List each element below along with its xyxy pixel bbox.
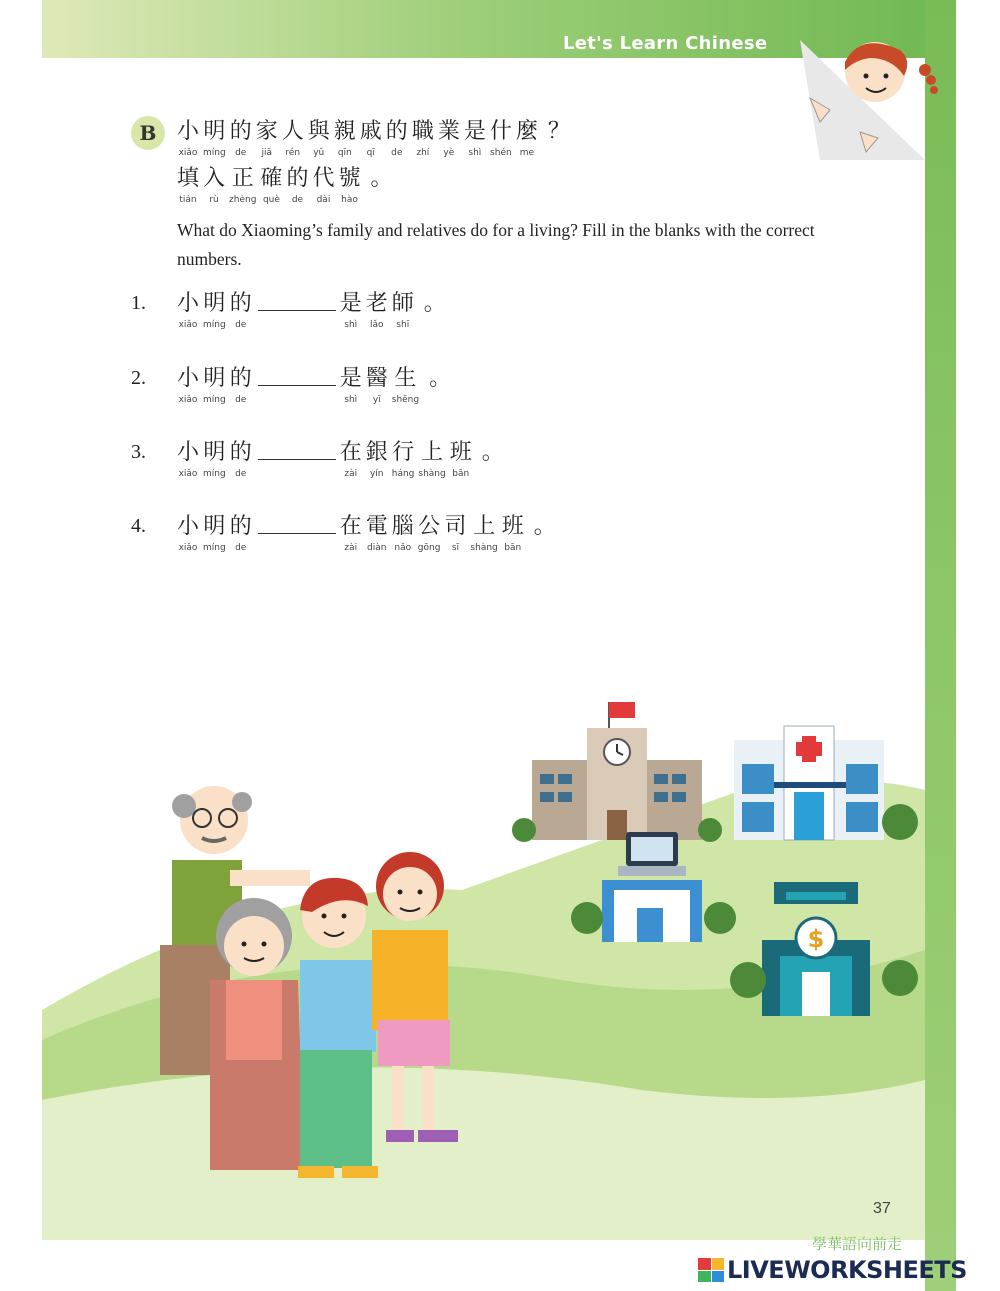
hanzi-with-pinyin	[203, 513, 226, 555]
pinyin: míng	[203, 543, 226, 553]
pinyin: míng	[203, 148, 226, 158]
hanzi-with-pinyin	[203, 439, 226, 481]
hanzi-char: 代	[312, 166, 335, 191]
answer-input[interactable]	[258, 513, 340, 536]
pinyin: rù	[209, 195, 219, 205]
pinyin: xiǎo	[178, 320, 198, 330]
pinyin: zhí	[416, 148, 430, 158]
instruction-line-2-chars	[177, 165, 364, 207]
answer-blank	[258, 439, 336, 460]
pinyin: xiǎo	[178, 469, 198, 479]
page-number: 37	[873, 1200, 891, 1217]
pinyin: xiǎo	[178, 148, 198, 158]
hanzi-with-pinyin	[366, 290, 388, 332]
hanzi-with-pinyin	[392, 365, 419, 407]
hanzi-with-pinyin	[230, 439, 252, 481]
pinyin: lǎo	[369, 320, 384, 330]
hanzi-with-pinyin	[490, 118, 512, 160]
hanzi-with-pinyin	[340, 439, 362, 481]
hanzi-char: 老	[365, 291, 388, 316]
hanzi-with-pinyin	[360, 118, 382, 160]
hanzi-with-pinyin	[177, 165, 199, 207]
hanzi-with-pinyin	[392, 290, 414, 332]
hanzi-with-pinyin	[392, 513, 414, 555]
pinyin: yǔ	[313, 148, 325, 158]
hanzi-char: 的	[286, 166, 309, 191]
hanzi-char: 腦	[391, 514, 414, 539]
hanzi-with-pinyin	[338, 165, 360, 207]
hanzi-with-pinyin	[502, 513, 524, 555]
sentence-end: 。	[429, 366, 452, 391]
hanzi-with-pinyin	[260, 165, 282, 207]
hanzi-with-pinyin	[340, 513, 362, 555]
hanzi-with-pinyin	[177, 513, 199, 555]
hanzi-with-pinyin	[418, 439, 445, 481]
hanzi-with-pinyin	[464, 118, 486, 160]
answer-input[interactable]	[258, 439, 340, 462]
hanzi-char: 親	[333, 119, 356, 144]
hanzi-char: 明	[203, 119, 226, 144]
hanzi-char: 班	[449, 440, 472, 465]
pinyin: shì	[344, 320, 358, 330]
svg-text:$: $	[807, 925, 825, 953]
hanzi-char: 是	[339, 291, 362, 316]
hanzi-with-pinyin	[392, 439, 415, 481]
hanzi-with-pinyin	[203, 118, 226, 160]
pinyin: míng	[203, 469, 226, 479]
hanzi-char: 公	[418, 514, 441, 539]
hanzi-char: 的	[229, 514, 252, 539]
hanzi-char: 生	[394, 366, 417, 391]
pinyin: háng	[391, 469, 415, 479]
pinyin: bān	[504, 543, 522, 553]
hanzi-with-pinyin	[366, 513, 388, 555]
sentence-end: 。	[533, 514, 556, 539]
hanzi-char: 小	[177, 119, 200, 144]
hanzi-char: 明	[203, 366, 226, 391]
pinyin: de	[235, 148, 247, 158]
hanzi-char: 確	[260, 166, 283, 191]
right-edge-band	[925, 0, 956, 1291]
pinyin: yín	[369, 469, 384, 479]
pinyin: shén	[490, 148, 512, 158]
question-sentence	[177, 365, 451, 407]
hanzi-char: 在	[339, 440, 362, 465]
hanzi-with-pinyin	[230, 290, 252, 332]
question-number: 4.	[131, 515, 146, 537]
hanzi-with-pinyin	[470, 513, 497, 555]
hanzi-with-pinyin	[230, 118, 252, 160]
hanzi-char: 與	[307, 119, 330, 144]
liveworksheets-brand[interactable]	[698, 1256, 967, 1284]
pinyin: rén	[285, 148, 301, 158]
pinyin: míng	[203, 395, 226, 405]
hanzi-with-pinyin	[177, 365, 199, 407]
hanzi-with-pinyin	[177, 439, 199, 481]
hanzi-char: 小	[177, 291, 200, 316]
hanzi-char: 醫	[365, 366, 388, 391]
school-building-icon	[512, 702, 722, 842]
pinyin: xiǎo	[178, 543, 198, 553]
girl-mascot-icon	[800, 40, 940, 180]
pinyin: què	[262, 195, 280, 205]
question-sentence	[177, 439, 504, 481]
question-number: 1.	[131, 292, 146, 314]
hanzi-char: 是	[463, 119, 486, 144]
english-instruction: What do Xiaoming’s family and relatives do for a living? Fill in the blanks with the correct numbers.	[177, 220, 815, 269]
hanzi-with-pinyin	[177, 118, 199, 160]
hanzi-char: 正	[231, 166, 254, 191]
hanzi-with-pinyin	[203, 165, 225, 207]
liveworksheets-logo-icon	[698, 1258, 724, 1282]
hanzi-char: 職	[411, 119, 434, 144]
hanzi-with-pinyin	[438, 118, 460, 160]
pinyin: xiǎo	[178, 395, 198, 405]
hanzi-char: 的	[229, 440, 252, 465]
hanzi-char: 業	[437, 119, 460, 144]
hanzi-char: 電	[365, 514, 388, 539]
hanzi-with-pinyin	[203, 290, 226, 332]
pinyin: shàng	[418, 469, 446, 479]
pinyin: shì	[468, 148, 482, 158]
pinyin: de	[235, 320, 247, 330]
hanzi-with-pinyin	[450, 439, 472, 481]
instruction-line-2	[177, 165, 393, 207]
hanzi-with-pinyin	[177, 290, 199, 332]
hanzi-char: 明	[203, 291, 226, 316]
grandmother-figure	[210, 898, 304, 1170]
hanzi-with-pinyin	[412, 118, 434, 160]
answer-input[interactable]	[258, 365, 340, 388]
pinyin: tián	[179, 195, 197, 205]
hanzi-with-pinyin	[230, 513, 252, 555]
sentence-end: 。	[481, 440, 504, 465]
hanzi-char: 小	[177, 440, 200, 465]
hanzi-char: 的	[385, 119, 408, 144]
hanzi-with-pinyin	[308, 118, 330, 160]
hanzi-with-pinyin	[256, 118, 278, 160]
family-illustration	[42, 680, 925, 1240]
hanzi-with-pinyin	[340, 290, 362, 332]
pinyin: yī	[372, 395, 381, 405]
hanzi-with-pinyin	[312, 165, 334, 207]
hanzi-with-pinyin	[366, 365, 388, 407]
instruction-line-1	[177, 118, 570, 160]
hanzi-char: 上	[473, 514, 496, 539]
answer-blank	[258, 365, 336, 386]
hanzi-char: 是	[339, 366, 362, 391]
hanzi-char: 明	[203, 440, 226, 465]
hospital-icon	[734, 726, 918, 840]
hanzi-char: 的	[229, 119, 252, 144]
hanzi-char: 行	[392, 440, 415, 465]
hanzi-char: 什	[489, 119, 512, 144]
pinyin: bān	[452, 469, 470, 479]
hanzi-with-pinyin	[444, 513, 466, 555]
hanzi-char: 戚	[359, 119, 382, 144]
sentence-end: 。	[423, 291, 446, 316]
pinyin: gōng	[417, 543, 441, 553]
hanzi-with-pinyin	[229, 165, 256, 207]
pinyin: yè	[443, 148, 455, 158]
hanzi-with-pinyin	[203, 365, 226, 407]
pinyin: de	[235, 543, 247, 553]
hanzi-char: 家	[255, 119, 278, 144]
pinyin: de	[291, 195, 304, 205]
question-sentence	[177, 290, 446, 332]
pinyin: de	[391, 148, 403, 158]
pinyin: qī	[366, 148, 375, 158]
instruction-line-1-chars	[177, 118, 542, 160]
series-title: Let's Learn Chinese	[563, 33, 768, 54]
pinyin: míng	[203, 320, 226, 330]
pinyin: zhèng	[229, 195, 257, 205]
pinyin: diàn	[367, 543, 387, 553]
hanzi-char: 小	[177, 514, 200, 539]
pinyin: zài	[344, 543, 358, 553]
hanzi-with-pinyin	[386, 118, 408, 160]
answer-input[interactable]	[258, 290, 340, 313]
pinyin: hào	[341, 195, 358, 205]
pinyin: sī	[451, 543, 460, 553]
hanzi-char: 班	[501, 514, 524, 539]
instruction-line-1-end: ？	[547, 119, 570, 144]
hanzi-char: 銀	[365, 440, 388, 465]
hanzi-char: 小	[177, 366, 200, 391]
hanzi-with-pinyin	[230, 365, 252, 407]
instruction-line-2-end: 。	[370, 166, 393, 191]
slogan: 學華語向前走	[812, 1235, 903, 1253]
hanzi-with-pinyin	[340, 365, 362, 407]
hanzi-char: 的	[229, 366, 252, 391]
question-sentence	[177, 513, 556, 555]
answer-blank	[258, 290, 336, 311]
pinyin: de	[235, 469, 247, 479]
pinyin: shēng	[391, 395, 420, 405]
hanzi-char: 上	[421, 440, 444, 465]
hanzi-char: 麼	[515, 119, 538, 144]
hanzi-with-pinyin	[286, 165, 308, 207]
pinyin: shàng	[470, 543, 498, 553]
hanzi-with-pinyin	[516, 118, 538, 160]
pinyin: de	[235, 395, 247, 405]
pinyin: zài	[344, 469, 358, 479]
hanzi-char: 司	[444, 514, 467, 539]
hanzi-with-pinyin	[366, 439, 388, 481]
answer-blank	[258, 513, 336, 534]
hanzi-char: 的	[229, 291, 252, 316]
hanzi-char: 號	[338, 166, 361, 191]
hanzi-char: 入	[203, 166, 226, 191]
hanzi-with-pinyin	[334, 118, 356, 160]
question-number: 2.	[131, 367, 146, 389]
pinyin: qīn	[337, 148, 352, 158]
hanzi-with-pinyin	[282, 118, 304, 160]
pinyin: me	[519, 148, 535, 158]
hanzi-char: 人	[281, 119, 304, 144]
pinyin: nǎo	[394, 543, 412, 553]
hanzi-char: 師	[391, 291, 414, 316]
brand-name: LIVEWORKSHEETS	[727, 1256, 967, 1284]
hanzi-char: 明	[203, 514, 226, 539]
hanzi-char: 填	[177, 166, 200, 191]
hanzi-char: 在	[339, 514, 362, 539]
pinyin: jiā	[261, 148, 272, 158]
pinyin: shī	[396, 320, 410, 330]
question-number: 3.	[131, 441, 146, 463]
hanzi-with-pinyin	[418, 513, 441, 555]
pinyin: shì	[344, 395, 358, 405]
pinyin: dài	[316, 195, 331, 205]
section-badge: B	[131, 116, 165, 150]
